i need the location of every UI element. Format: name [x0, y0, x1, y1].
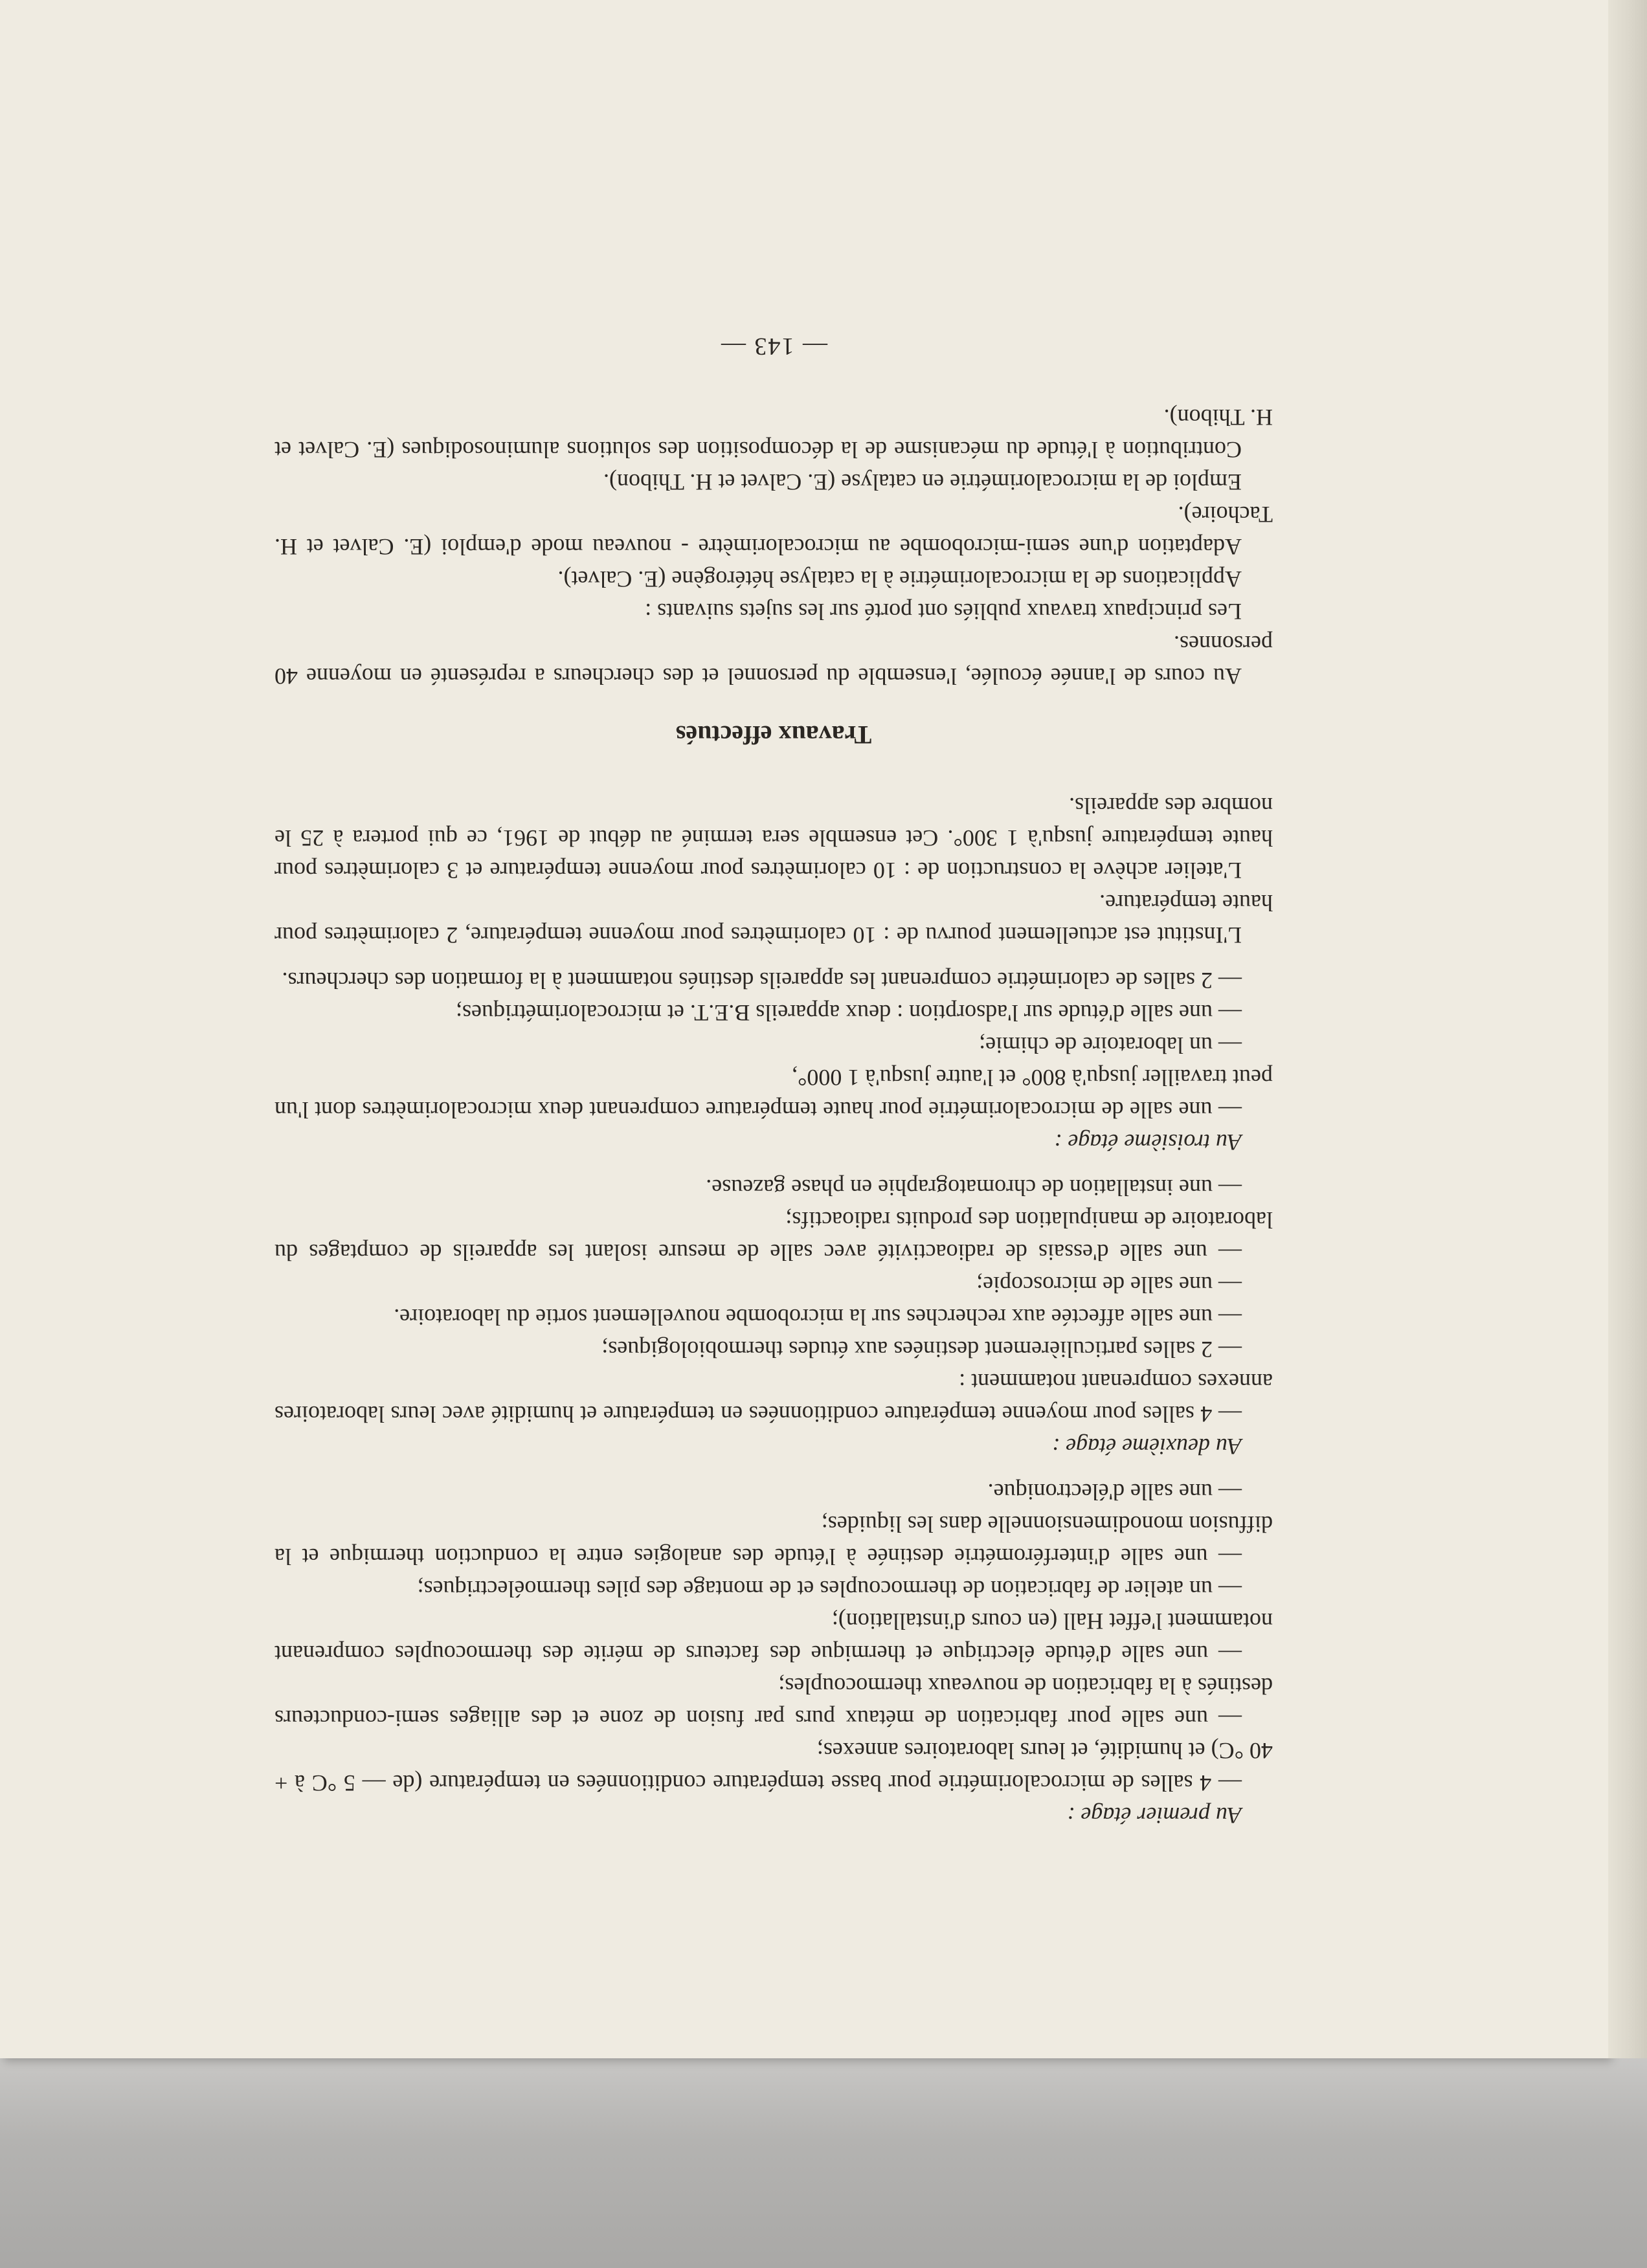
section-heading-deuxieme: Au deuxième étage :	[1052, 1434, 1242, 1460]
list-item: — une salle d'interférométrie destinée à l'étude des analogies entre la conduction thermique et la diffusion monodimensionnelle dans les liquides;	[274, 1511, 1273, 1570]
list-item: — une salle de microscopie;	[976, 1272, 1242, 1298]
construction-paragraph: L'atelier achève la construction de : 10 calorimètres pour moyenne température et 3 calorimètres pour haute température jusqu'à 1 300°. Cet ensemble sera terminé au début de 1961, ce qui portera à 25 le nombre des appareils.	[274, 793, 1273, 884]
list-item: — 4 salles de microcalorimétrie pour basse température conditionnées en température (de — 5 °C à + 40 °C) et humidité, et leurs laboratoires annexes;	[274, 1738, 1273, 1796]
list-item: — 2 salles de calorimétrie comprenant les appareils destinés notamment à la formation des chercheurs.	[282, 968, 1242, 994]
publication-item: Applications de la microcalorimétrie à la catalyse hétérogène (E. Calvet).	[557, 566, 1242, 592]
publication-item: Contribution à l'étude du mécanisme de la décomposition des solutions aluminosodiques (E. Calvet et H. Thibon).	[274, 405, 1273, 463]
list-item: — un laboratoire de chimie;	[979, 1032, 1242, 1058]
list-item: — une salle d'étude électrique et thermique des facteurs de mérite des thermocouples comprenant notamment l'effet Hall (en cours d'installation);	[274, 1608, 1273, 1667]
section-heading-premier: Au premier étage :	[1067, 1803, 1242, 1829]
list-item: — un atelier de fabrication de thermocouples et de montage des piles thermoélectriques;	[417, 1576, 1242, 1602]
list-item: — 2 salles particulièrement destinées aux études thermobiologiques;	[601, 1337, 1242, 1362]
list-item: — une salle affectée aux recherches sur la microbombe nouvellement sortie du laboratoire.	[394, 1304, 1242, 1330]
page-number: — 143 —	[720, 333, 827, 360]
equipment-paragraph: L'Institut est actuellement pourvu de : 10 calorimètres pour moyenne température, 2 calorimètres pour haute température.	[274, 890, 1273, 948]
text-block	[274, 330, 1273, 1845]
publication-item: Adaptation d'une semi-microbombe au microcalorimètre - nouveau mode d'emploi (E. Calvet et H. Tachoire).	[274, 502, 1273, 560]
list-item: — une salle de microcalorimétrie pour haute température comprenant deux microcalorimètres dont l'un peut travailler jusqu'à 800° et l'autre jusqu'à 1 000°,	[274, 1065, 1273, 1123]
list-item: — 4 salles pour moyenne température conditionnées en température et humidité avec leurs laboratoires annexes comprenant notamment :	[274, 1369, 1273, 1427]
section-title-travaux: Travaux effectués	[675, 720, 872, 750]
publication-item: Emploi de la microcalorimétrie en catalyse (E. Calvet et H. Thibon).	[603, 469, 1242, 495]
section-heading-troisieme: Au troisième étage :	[1054, 1129, 1242, 1155]
list-item: — une installation de chromatographie en phase gazeuse.	[706, 1175, 1242, 1201]
list-item: — une salle pour fabrication de métaux purs par fusion de zone et des alliages semi-conducteurs destinés à la fabrication de nouveaux thermocouples;	[274, 1673, 1273, 1731]
scan-background	[0, 2055, 1647, 2268]
list-item: — une salle d'étude sur l'adsorption : deux appareils B.E.T. et microcalorimétriques;	[456, 1000, 1242, 1026]
travaux-intro: Au cours de l'année écoulée, l'ensemble du personnel et des chercheurs a représenté en moyenne 40 personnes.	[274, 631, 1273, 689]
list-item: — une salle d'électronique.	[987, 1479, 1242, 1505]
travaux-lead: Les principaux travaux publiés ont porté sur les sujets suivants :	[645, 599, 1242, 625]
list-item: — une salle d'essais de radioactivité avec salle de mesure isolant les appareils de comptages du laboratoire de manipulation des produits radioactifs;	[274, 1207, 1273, 1265]
